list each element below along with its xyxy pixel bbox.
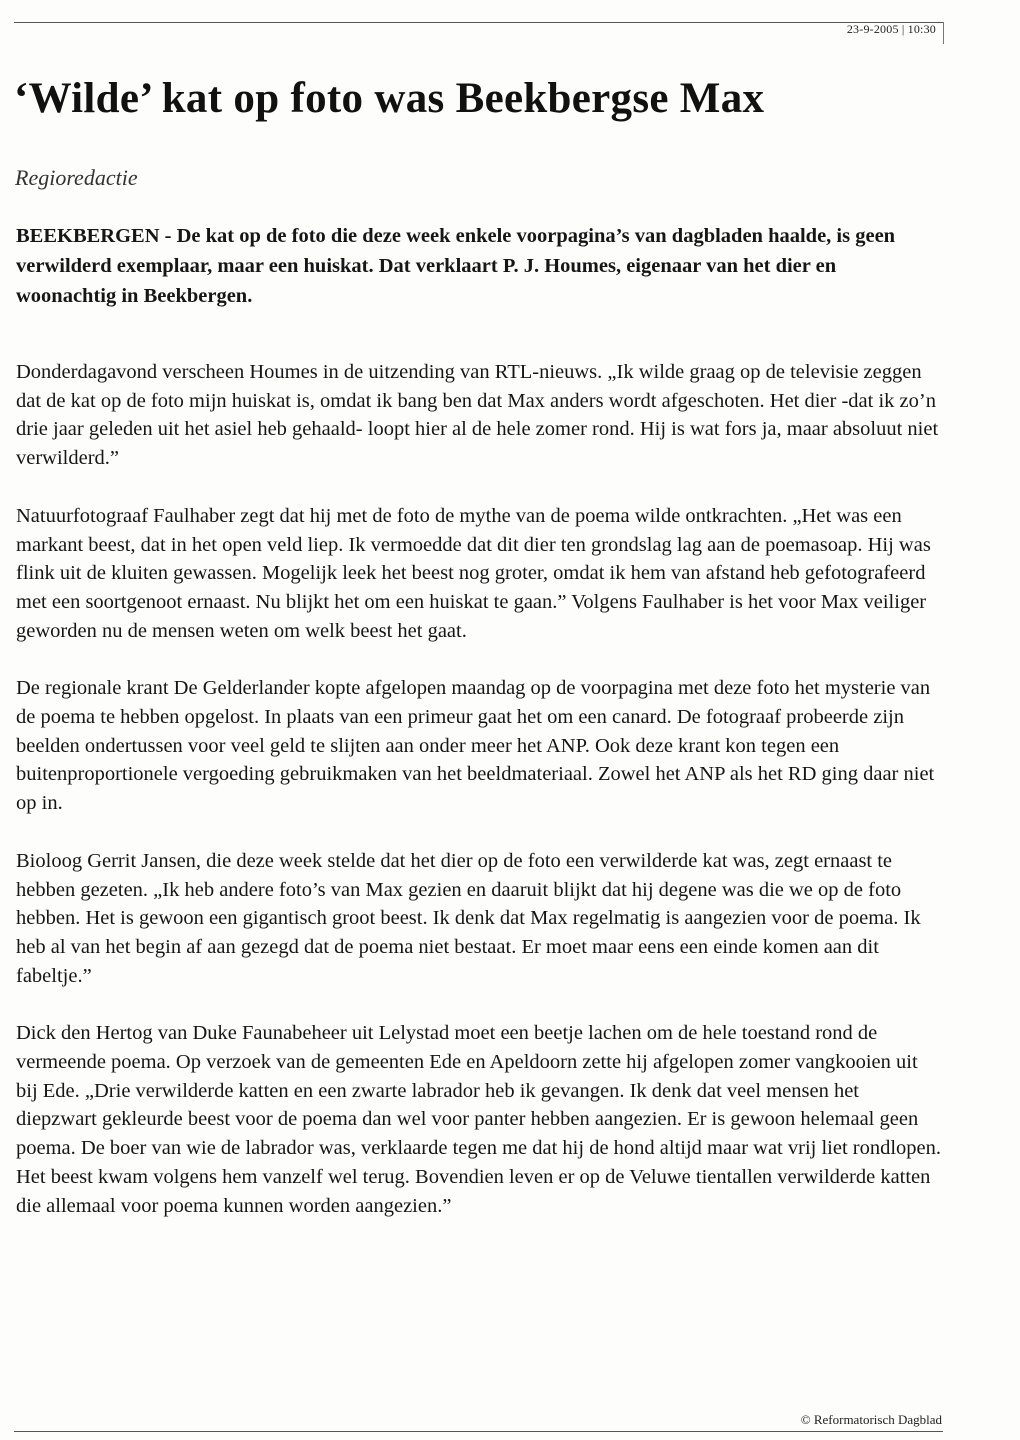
article-lede: BEEKBERGEN - De kat op de foto die deze week enkele voorpagina’s van dagbladen haalde, is geen verwilderd exemplaar, maar een huiskat. Dat verklaart P. J. Houmes, eigenaar van het dier en woonachtig in Beekbergen.	[16, 225, 896, 307]
corner-divider	[943, 22, 944, 44]
article-paragraph: Bioloog Gerrit Jansen, die deze week stelde dat het dier op de foto een verwilderde kat was, zegt ernaast te hebben gezeten. „Ik heb andere foto’s van Max gezien en daaruit blijkt dat hij degene was die we op de foto hebben. Het is gewoon een gigantisch groot beest. Ik denk dat Max regelmatig is aangezien voor de poema. Ik heb al van het begin af aan gezegd dat de poema niet bestaat. Er moet maar eens een einde komen aan dit fabeltje.”	[16, 849, 921, 987]
article-byline: Regioredactie	[15, 165, 138, 190]
article-paragraph: Donderdagavond verscheen Houmes in de uitzending van RTL-nieuws. „Ik wilde graag op de televisie zeggen dat de kat op de foto mijn huiskat is, omdat ik bang ben dat Max anders wordt afgeschoten. Het dier -dat ik zo’n drie jaar geleden uit het asiel heb gehaald- loopt hier al de hele zomer rond. Hij is wat fors ja, maar absoluut niet verwilderd.”	[16, 361, 939, 470]
publication-timestamp: 23-9-2005 | 10:30	[846, 22, 936, 36]
article-paragraph: Dick den Hertog van Duke Faunabeheer uit Lelystad moet een beetje lachen om de hele toestand rond de vermeende poema. Op verzoek van de gemeenten Ede en Apeldoorn zette hij afgelopen zomer vangkooien uit bij Ede. „Drie verwilderde katten en een zwarte labrador heb ik gevangen. Ik denk dat veel mensen het diepzwart gekleurde beest voor de poema dan wel voor panter hebben aangezien. Er is gewoon helemaal geen poema. De boer van wie de labrador was, verklaarde tegen me dat hij de hond altijd maar wat vrij liet rondlopen. Het beest kwam volgens hem vanzelf wel terug. Bovendien leven er op de Veluwe tientallen verwilderde katten die allemaal voor poema kunnen worden aangezien.”	[16, 1022, 942, 1217]
copyright-notice: © Reformatorisch Dagblad	[800, 1412, 942, 1427]
article-body	[16, 221, 941, 1249]
article-paragraph: Natuurfotograaf Faulhaber zegt dat hij met de foto de mythe van de poema wilde ontkrachten. „Het was een markant beest, dat in het open veld liep. Ik vermoedde dat dit dier ten grondslag lag aan de poemasoap. Hij was flink uit de kluiten gewassen. Mogelijk leek het beest nog groter, omdat ik hem van afstand heb gefotografeerd met een soortgenoot ernaast. Nu blijkt het om een huiskat te gaan.” Volgens Faulhaber is het voor Max veiliger geworden nu de mensen weten om welk beest het gaat.	[16, 504, 931, 642]
article-headline: ‘Wilde’ kat op foto was Beekbergse Max	[14, 75, 765, 122]
bottom-divider	[14, 1431, 943, 1432]
top-divider	[14, 22, 943, 23]
article-paragraph: De regionale krant De Gelderlander kopte afgelopen maandag op de voorpagina met deze foto het mysterie van de poema te hebben opgelost. In plaats van een primeur gaat het om een canard. De fotograaf probeerde zijn beelden ondertussen voor veel geld te slijten aan onder meer het ANP. Ook deze krant kon tegen een buitenproportionele vergoeding gebruikmaken van het beeldmateriaal. Zowel het ANP als het RD ging daar niet op in.	[16, 677, 935, 815]
